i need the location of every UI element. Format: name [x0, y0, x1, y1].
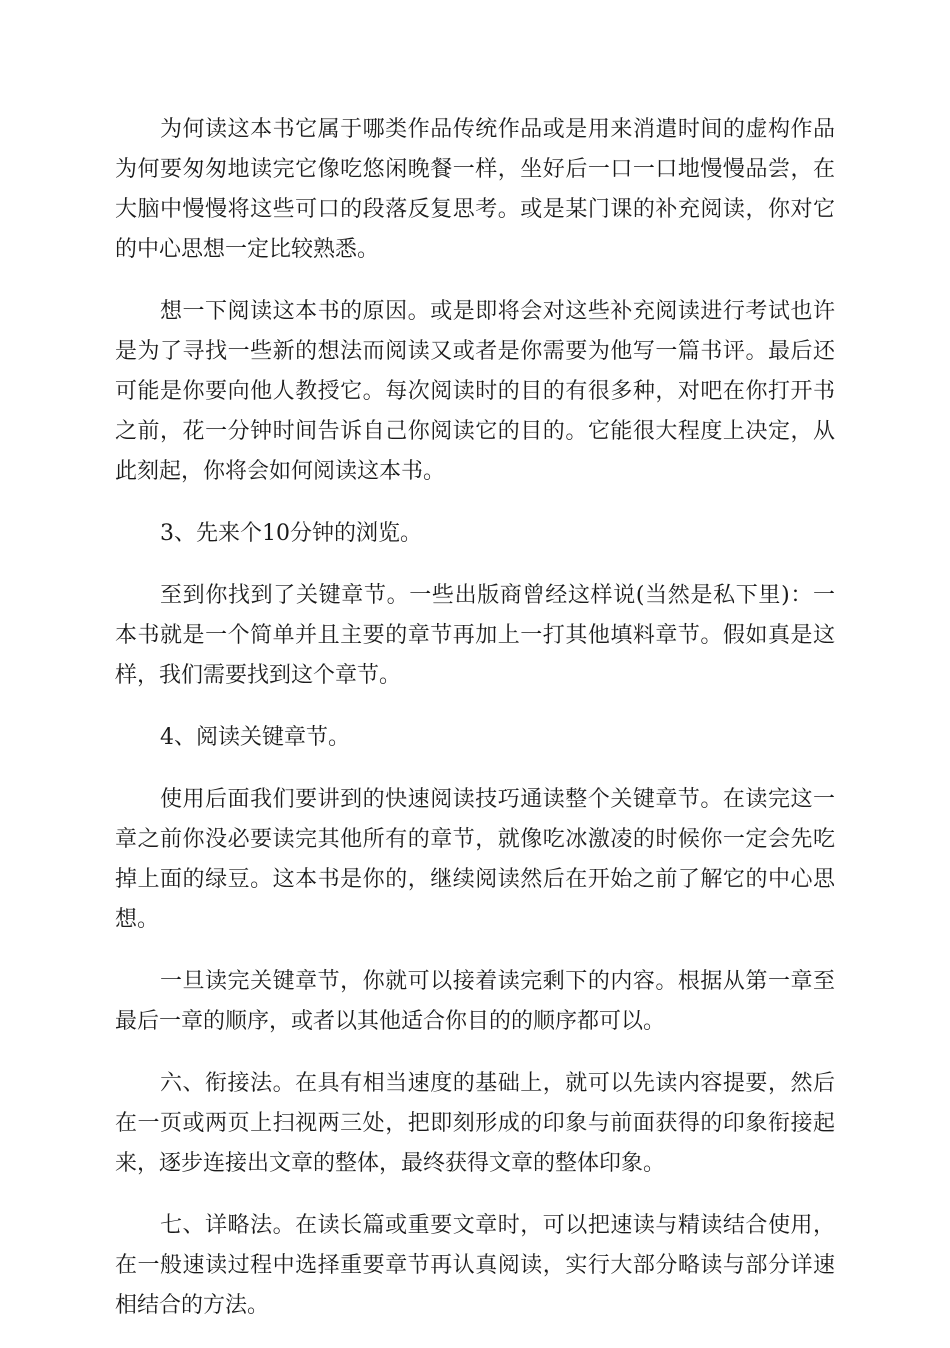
- step-heading-browse: 3、先来个10分钟的浏览。: [160, 521, 422, 546]
- paragraph-key-chapter: 至到你找到了关键章节。一些出版商曾经这样说(当然是私下里)：一本书就是一个简单并且主要的章节再加上一打其他填料章节。假如真是这样，我们需要找到这个章节。: [115, 583, 835, 688]
- paragraph-remaining-content: 一旦读完关键章节，你就可以接着读完剩下的内容。根据从第一章至最后一章的顺序，或者以其他适合你目的的顺序都可以。: [115, 969, 835, 1034]
- paragraph-linking-method: 六、衔接法。在具有相当速度的基础上，就可以先读内容提要，然后在一页或两页上扫视两三处，把即刻形成的印象与前面获得的印象衔接起来，逐步连接出文章的整体，最终获得文章的整体印象。: [115, 1071, 835, 1176]
- paragraph-why-read: 为何读这本书它属于哪类作品传统作品或是用来消遣时间的虚构作品为何要匆匆地读完它像吃悠闲晚餐一样，坐好后一口一口地慢慢品尝，在大脑中慢慢将这些可口的段落反复思考。或是某门课的补充阅读，你对它的中心思想一定比较熟悉。: [115, 117, 835, 262]
- paragraph-detail-method: 七、详略法。在读长篇或重要文章时，可以把速读与精读结合使用，在一般速读过程中选择重要章节再认真阅读，实行大部分略读与部分详速相结合的方法。: [115, 1213, 835, 1318]
- step-heading-read-key-chapter: 4、阅读关键章节。: [160, 725, 350, 750]
- paragraph-reason: 想一下阅读这本书的原因。或是即将会对这些补充阅读进行考试也许是为了寻找一些新的想法而阅读又或者是你需要为他写一篇书评。最后还可能是你要向他人教授它。每次阅读时的目的有很多种，对吧在你打开书之前，花一分钟时间告诉自己你阅读它的目的。它能很大程度上决定，从此刻起，你将会如何阅读这本书。: [115, 299, 835, 484]
- paragraph-fast-reading: 使用后面我们要讲到的快速阅读技巧通读整个关键章节。在读完这一章之前你没必要读完其他所有的章节，就像吃冰激凌的时候你一定会先吃掉上面的绿豆。这本书是你的，继续阅读然后在开始之前了解它的中心思想。: [115, 787, 835, 932]
- document-body: [115, 110, 835, 1348]
